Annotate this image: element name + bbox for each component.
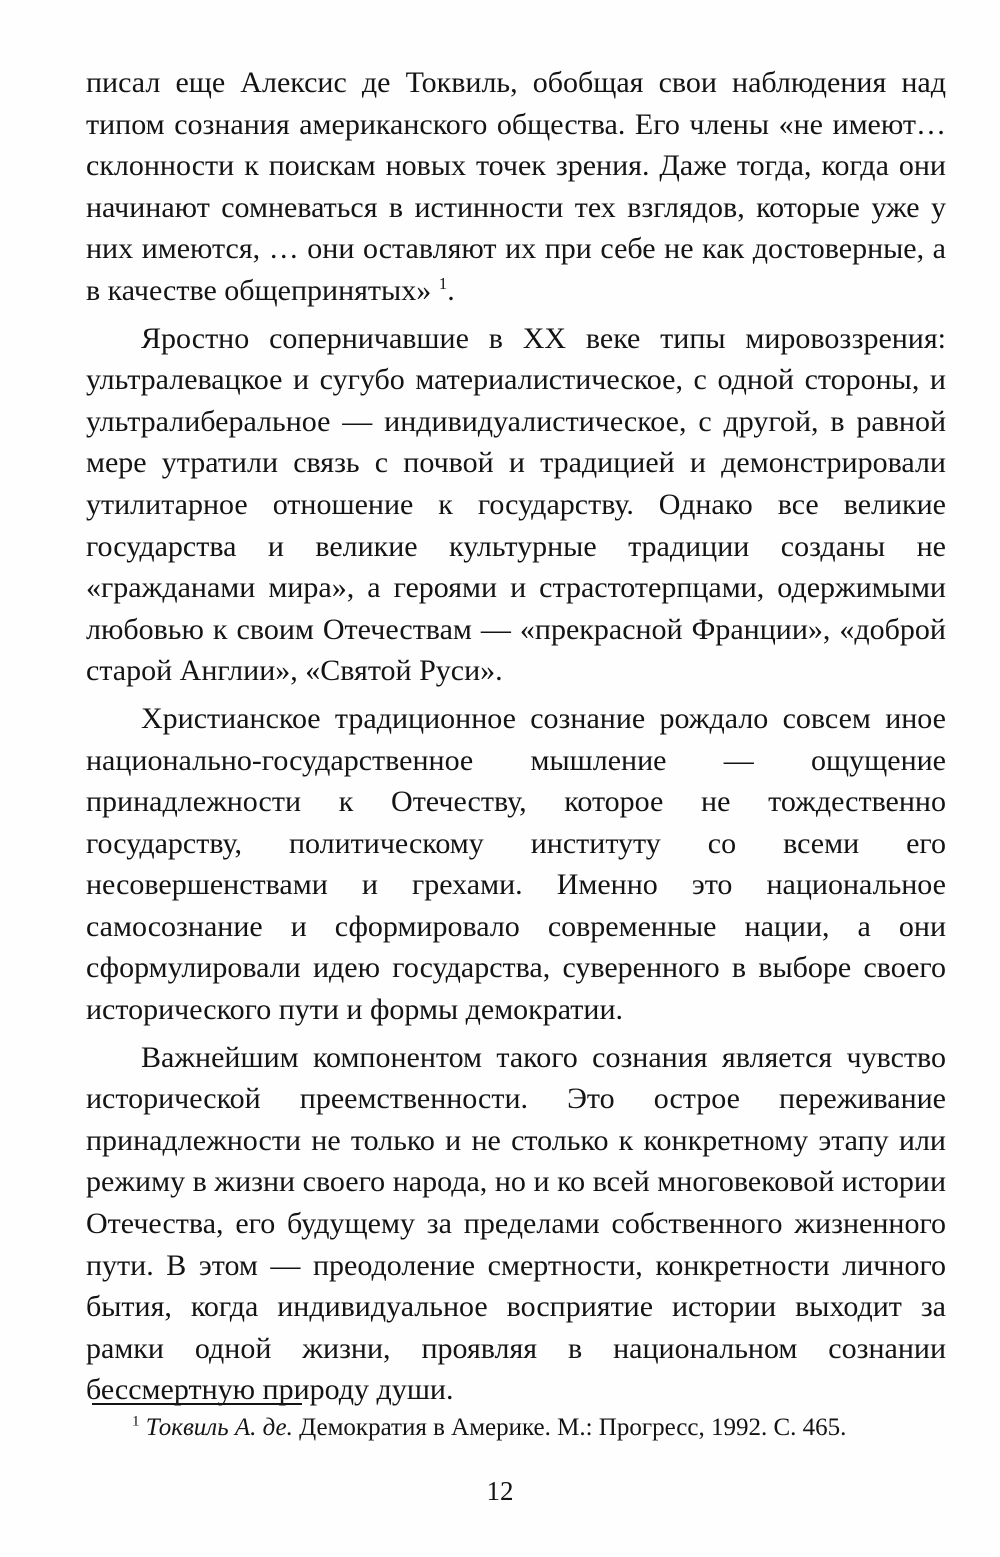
paragraph-2: Яростно соперничавшие в XX веке типы мировоззрения: ультралевацкое и сугубо материалистическое, с одной стороны, и ультралиберальное — индивидуалистическое, с другой, в равной мере утратили связь с почвой и традицией и демонстрировали утилитарное отношение к государству. Однако все великие государства и великие культурные традиции созданы не «гражданами мира», а героями и страстотерпцами, одержимыми любовью к своим Отечествам — «прекрасной Франции», «доброй старой Англии», «Святой Руси». (86, 321, 946, 688)
paragraph-1-text: писал еще Алексис де Токвиль, обобщая свои наблюдения над типом сознания американского общества. Его члены «не имеют… склонности к поискам новых точек зрения. Даже тогда, когда они начинают сомневаться в истинности тех взглядов, которые уже у них имеются, … они оставляют их при себе не как достоверные, а в качестве общепринятых» (86, 66, 946, 307)
paragraph-continuation (86, 62, 946, 312)
paragraph-1-end: . (447, 273, 455, 307)
paragraph-4: Важнейшим компонентом такого сознания является чувство исторической преемственности. Это острое переживание принадлежности не только и не столько к конкретному этапу или режиму в жизни своего народа, но и ко всей многовековой истории Отечества, его будущему за пределами собственного жизненного пути. В этом — преодоление смертности, конкретности личного бытия, когда индивидуальное восприятие истории выходит за рамки одной жизни, проявляя в национальном сознании бессмертную природу души. (86, 1040, 946, 1407)
main-text (86, 62, 946, 1417)
paragraph-3: Христианское традиционное сознание рождало совсем иное национально-государственное мышление — ощущение принадлежности к Отечеству, которое не тождественно государству, политическому институту со всеми его несовершенствами и грехами. Именно это национальное самосознание и сформировало современные нации, а они сформулировали идею государства, суверенного в выборе своего исторического пути и формы демократии. (86, 701, 946, 1027)
footnote-reference: 1 (438, 273, 448, 293)
footnote-divider (92, 1403, 302, 1405)
page-number: 12 (486, 1476, 514, 1506)
footnote-citation: Демократия в Америке. М.: Прогресс, 1992. С. 465. (299, 1414, 847, 1441)
footnote-author: Токвиль А. де. (145, 1414, 293, 1441)
footnote-number: 1 (132, 1413, 140, 1430)
footnote (132, 1412, 952, 1444)
